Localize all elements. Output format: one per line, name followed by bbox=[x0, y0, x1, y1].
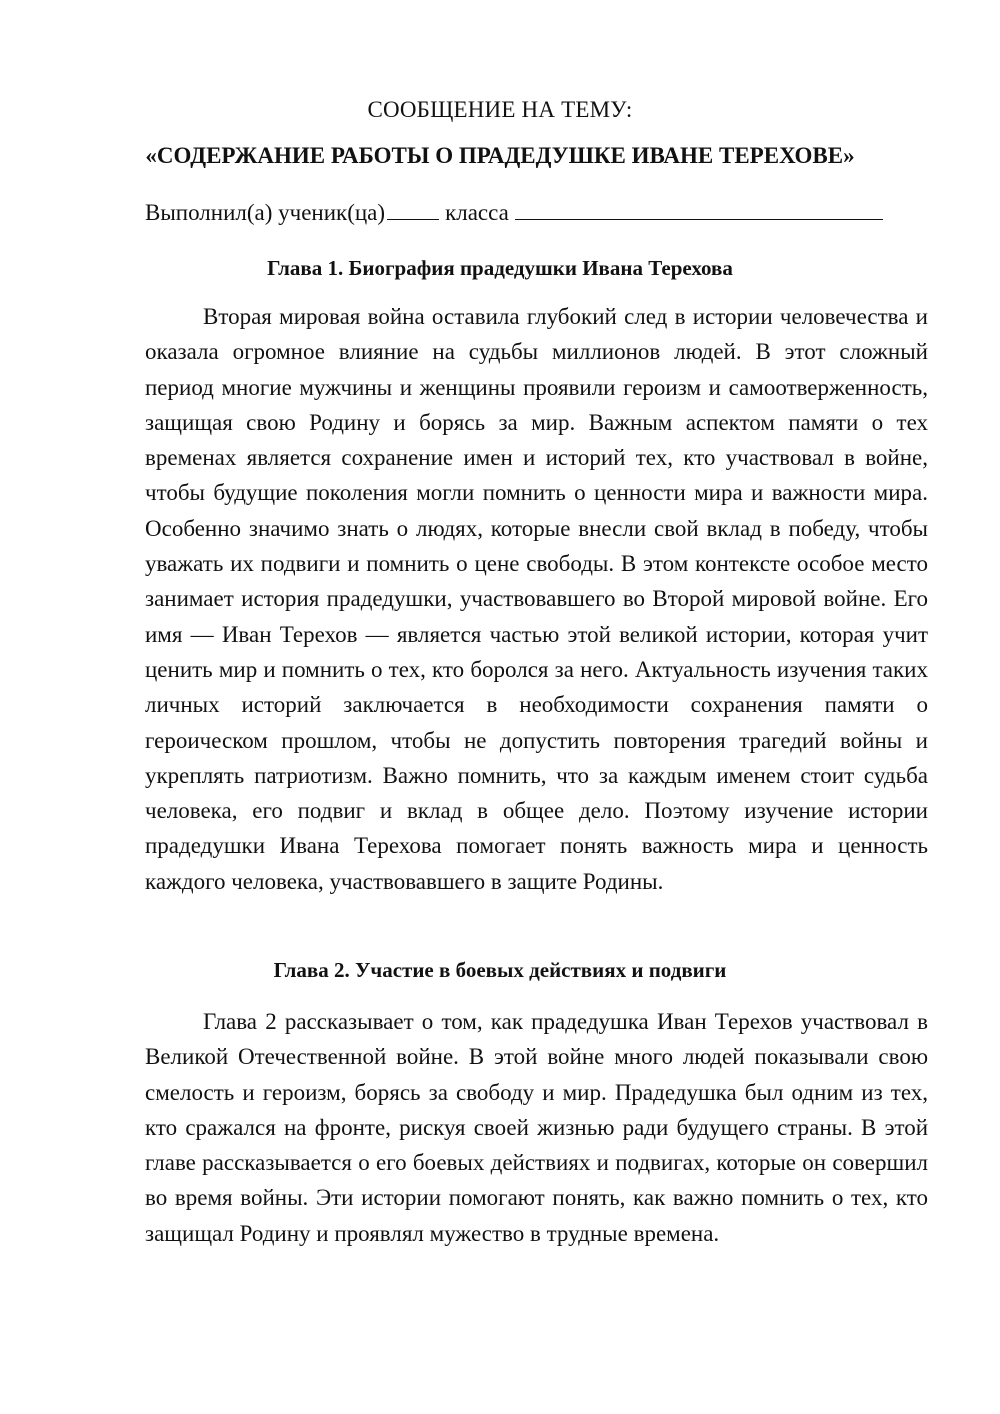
chapter-2-paragraph: Глава 2 рассказывает о том, как прадедушка Иван Терехов участвовал в Великой Отечественной войне. В этой войне много людей показывали свою смелость и героизм, борясь за свободу и мир. Прадедушка был одним из тех, кто сражался на фронте, рискуя своей жизнью ради будущего страны. В этой главе рассказывается о его боевых действиях и подвигах, которые он совершил во время войны. Эти истории помогают понять, как важно помнить о тех, кто защищал Родину и проявлял мужество в трудные времена. bbox=[145, 1009, 928, 1246]
class-word: класса bbox=[445, 200, 509, 225]
name-blank bbox=[515, 197, 883, 220]
grade-blank bbox=[387, 197, 439, 220]
document-title-line-1: СООБЩЕНИЕ НА ТЕМУ: bbox=[367, 97, 633, 122]
author-line bbox=[145, 197, 925, 228]
chapter-1-paragraph: Вторая мировая война оставила глубокий след в истории человечества и оказала огромное влияние на судьбы миллионов людей. В этот сложный период многие мужчины и женщины проявили героизм и самоотверженность, защищая свою Родину и борясь за мир. Важным аспектом памяти о тех временах является сохранение имен и историй тех, кто участвовал в войне, чтобы будущие поколения могли помнить о ценности мира и важности мира. Особенно значимо знать о людях, которые внесли свой вклад в победу, чтобы уважать их подвиги и помнить о цене свободы. В этом контексте особое место занимает история прадедушки, участвовавшего во Второй мировой войне. Его имя — Иван Терехов — является частью этой великой истории, которая учит ценить мир и помнить о тех, кто боролся за него. Актуальность изучения таких личных историй заключается в необходимости сохранения памяти о героическом прошлом, чтобы не допустить повторения трагедий войны и укреплять патриотизм. Важно помнить, что за каждым именем стоит судьба человека, его подвиг и вклад в общее дело. Поэтому изучение истории прадедушки Ивана Терехова помогает понять важность мира и ценность каждого человека, участвовавшего в защите Родины. bbox=[145, 304, 928, 894]
document-title-line-2: «СОДЕРЖАНИЕ РАБОТЫ О ПРАДЕДУШКЕ ИВАНЕ ТЕРЕХОВЕ» bbox=[145, 143, 855, 168]
author-prefix: Выполнил(а) ученик(ца) bbox=[145, 200, 386, 225]
chapter-2-heading: Глава 2. Участие в боевых действиях и подвиги bbox=[273, 958, 727, 982]
chapter-1-heading: Глава 1. Биография прадедушки Ивана Терехова bbox=[267, 256, 733, 280]
